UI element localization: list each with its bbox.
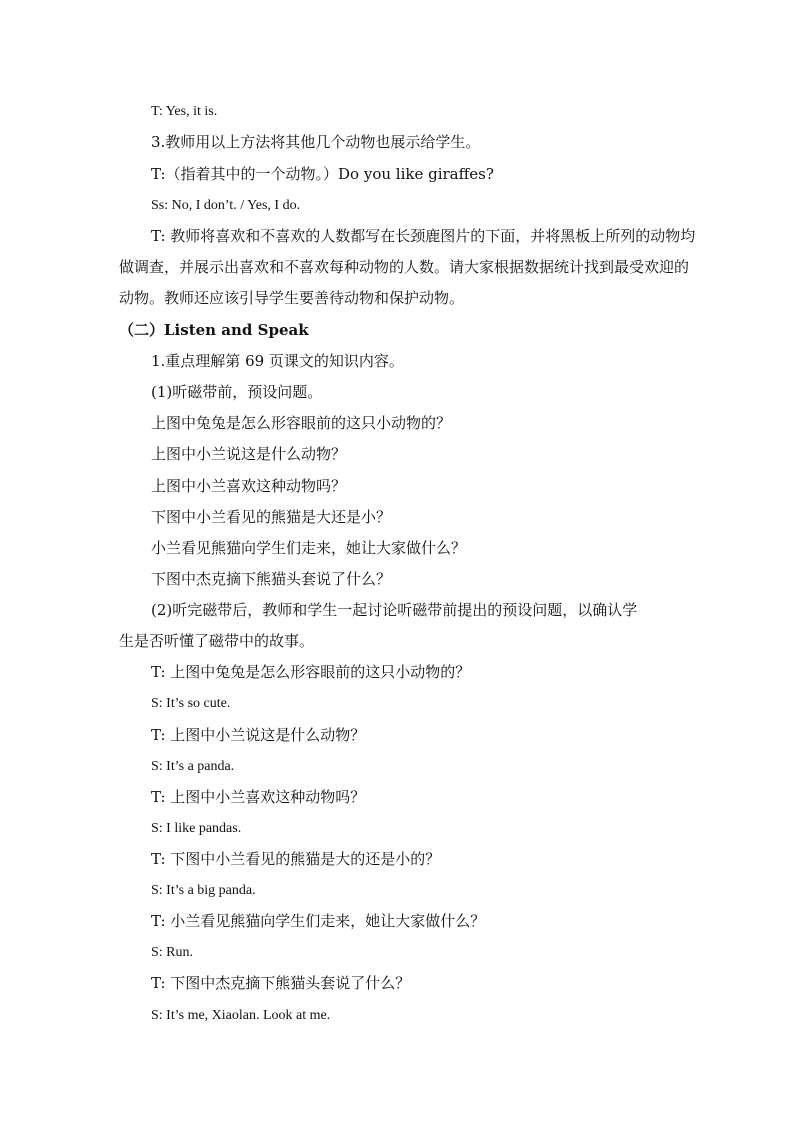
dialogue-line: T: Yes, it is. xyxy=(151,104,218,119)
step-line: 3.教师用以上方法将其他几个动物也展示给学生。 xyxy=(151,133,481,151)
substep-line: 生是否听懂了磁带中的故事。 xyxy=(119,632,315,650)
dialogue-line: T: 小兰看见熊猫向学生们走来，她让大家做什么？ xyxy=(151,912,486,930)
paragraph-line: T: 教师将喜欢和不喜欢的人数都写在长颈鹿图片的下面，并将黑板上所列的动物均 xyxy=(151,227,696,245)
dialogue-line: S: It’s a panda. xyxy=(151,759,235,774)
dialogue-line: T: 上图中小兰喜欢这种动物吗？ xyxy=(151,788,366,806)
dialogue-line: S: It’s so cute. xyxy=(151,696,231,711)
dialogue-line: Ss: No, I don’t. / Yes, I do. xyxy=(151,198,301,213)
dialogue-line: T: 下图中小兰看见的熊猫是大的还是小的？ xyxy=(151,850,441,868)
question-line: 上图中兔兔是怎么形容眼前的这只小动物的？ xyxy=(151,414,452,432)
substep-line: (2)听完磁带后，教师和学生一起讨论听磁带前提出的预设问题，以确认学 xyxy=(151,601,638,619)
dialogue-line: S: It’s a big panda. xyxy=(151,883,256,898)
dialogue-line: S: It’s me, Xiaolan. Look at me. xyxy=(151,1008,331,1023)
dialogue-line: T: 上图中小兰说这是什么动物？ xyxy=(151,726,366,744)
question-line: 下图中杰克摘下熊猫头套说了什么？ xyxy=(151,570,392,588)
question-line: 下图中小兰看见的熊猫是大还是小？ xyxy=(151,508,392,526)
dialogue-line: T:（指着其中的一个动物。）Do you like giraffes? xyxy=(151,165,494,183)
question-line: 上图中小兰说这是什么动物？ xyxy=(151,445,347,463)
dialogue-line: S: Run. xyxy=(151,945,194,960)
section-heading: （二）Listen and Speak xyxy=(119,321,309,339)
paragraph-line: 做调查，并展示出喜欢和不喜欢每种动物的人数。请大家根据数据统计找到最受欢迎的 xyxy=(119,258,690,276)
question-line: 上图中小兰喜欢这种动物吗？ xyxy=(151,477,347,495)
paragraph-line: 动物。教师还应该引导学生要善待动物和保护动物。 xyxy=(119,289,465,307)
dialogue-line: T: 上图中兔兔是怎么形容眼前的这只小动物的？ xyxy=(151,663,471,681)
dialogue-line: S: I like pandas. xyxy=(151,821,242,836)
question-line: 小兰看见熊猫向学生们走来，她让大家做什么？ xyxy=(151,539,467,557)
dialogue-line: T: 下图中杰克摘下熊猫头套说了什么？ xyxy=(151,974,411,992)
substep-line: (1)听磁带前，预设问题。 xyxy=(151,383,323,401)
step-line: 1.重点理解第 69 页课文的知识内容。 xyxy=(151,352,404,370)
